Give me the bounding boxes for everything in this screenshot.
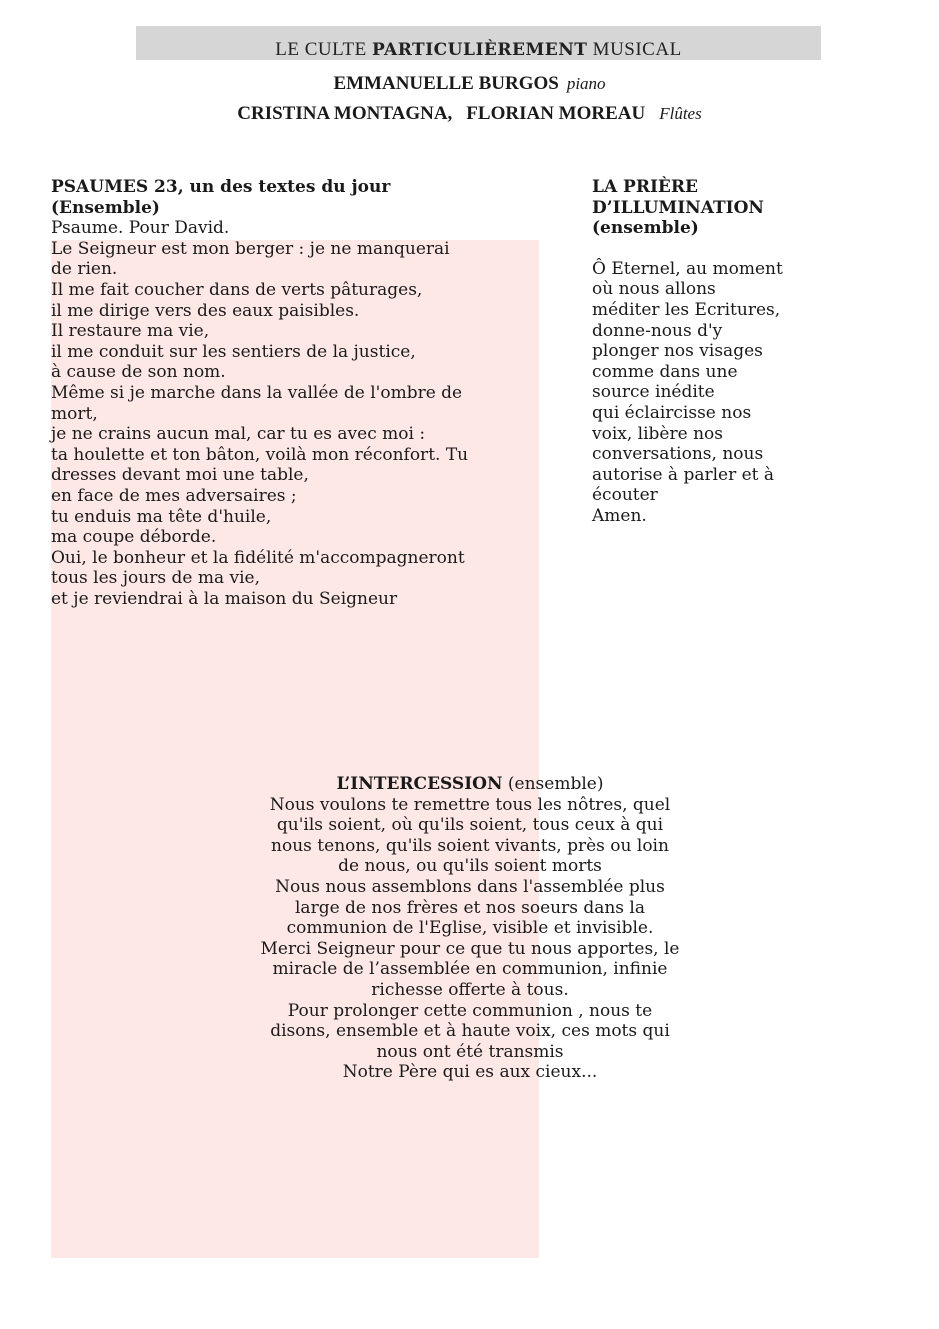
- title-prefix: LE CULTE: [275, 39, 372, 60]
- intercession-title-rest: (ensemble): [502, 774, 604, 794]
- intercession-text: Nous voulons te remettre tous les nôtres, quel qu'ils soient, où qu'ils soient, tous ceux à qui nous tenons, qu'ils soient vivants, près ou loin de nous, ou qu'ils soient morts Nous nous assemblons dans l'assemblée plus large de nos frères et nos soeurs dans la communion de l'Eglise, visible et invisible. Merci Seigneur pour ce que tu nous apportes, le miracle de l’assemblée en communion, infinie richesse offerte à tous. Pour prolonger cette communion , nous te disons, ensemble et à haute voix, ces mots qui nous ont été transmis Notre Père qui es aux cieux...: [260, 794, 680, 1083]
- priere-text: Ô Eternel, au moment où nous allons méditer les Ecritures, donne-nous d'y plonger nos visages comme dans une source inédite qui éclaircisse nos voix, libère nos conversations, nous autorise à parler et à écouter Amen.: [592, 258, 783, 526]
- priere-section: [592, 177, 912, 527]
- intercession-title: [220, 774, 720, 795]
- title-bold: PARTICULIÈREMENT: [371, 40, 588, 60]
- performer-line-1: [0, 73, 939, 95]
- intercession-title-bold: L’INTERCESSION: [336, 774, 503, 794]
- performer-name: FLORIAN MOREAU: [466, 103, 646, 124]
- performer-role: piano: [566, 74, 606, 93]
- psalm-text: Psaume. Pour David. Le Seigneur est mon berger : je ne manquerai de rien. Il me fait coucher dans de verts pâturages, il me dirige vers des eaux paisibles. Il restaure ma vie, il me conduit sur les sentiers de la justice, à cause de son nom. Même si je marche dans la vallée de l'ombre de mort, je ne crains aucun mal, car tu es avec moi : ta houlette et ton bâton, voilà mon réconfort. Tu dresses devant moi une table, en face de mes adversaires ; tu enduis ma tête d'huile, ma coupe déborde. Oui, le bonheur et la fidélité m'accompagneront tous les jours de ma vie, et je reviendrai à la maison du Seigneur: [51, 218, 469, 609]
- priere-title: LA PRIÈRE D’ILLUMINATION (ensemble): [592, 177, 764, 239]
- intercession-section: [220, 774, 720, 1083]
- performer-name: EMMANUELLE BURGOS: [333, 73, 559, 94]
- performer-line-2: [0, 103, 939, 125]
- page-title: [136, 38, 821, 62]
- psalm-section: [51, 177, 551, 609]
- performer-role: Flûtes: [659, 104, 702, 123]
- psalm-title: PSAUMES 23, un des textes du jour (Ensemble): [51, 177, 391, 218]
- performer-name: CRISTINA MONTAGNA,: [237, 103, 453, 124]
- title-suffix: MUSICAL: [587, 39, 682, 60]
